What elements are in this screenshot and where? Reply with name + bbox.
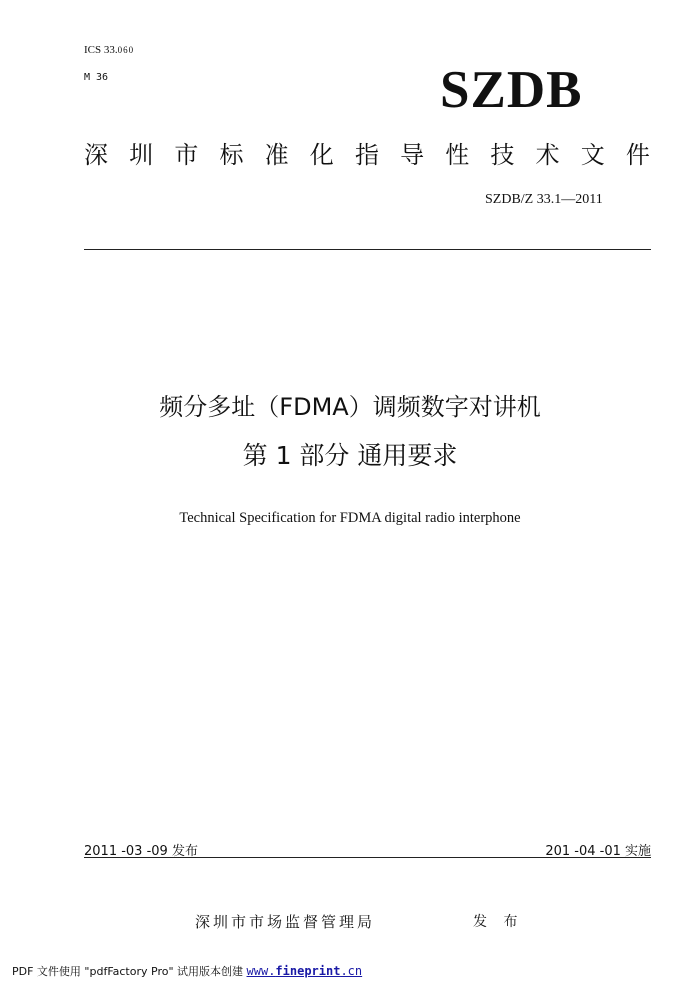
document-type-char: 文 [580,141,605,169]
document-type-char: 技 [490,141,515,169]
pdf-watermark-footer [12,963,362,979]
document-type-char: 圳 [129,141,154,169]
classification-code: M 36 [84,72,109,83]
document-type-char: 深 [84,141,108,169]
header-divider [84,249,651,250]
document-subtitle: 第 1 部分 通用要求 [242,441,458,470]
fineprint-link[interactable] [247,964,363,978]
document-title: 频分多址（FDMA）调频数字对讲机 [159,393,541,421]
ics-code [84,44,134,56]
document-type-char: 导 [400,141,425,169]
document-type-char: 市 [174,141,199,169]
ics-code-prefix: ICS 33. [84,44,118,56]
fineprint-link-part2: fineprint [275,964,341,978]
document-type-char: 化 [309,141,334,169]
ics-code-suffix: 060 [117,45,135,55]
pdf-creator-note: PDF 文件使用 "pdfFactory Pro" 试用版本创建 [12,965,247,978]
implementation-date: 201 -04 -01 实施 [545,844,651,859]
document-type-char: 标 [219,141,244,169]
document-type-char: 指 [354,141,379,169]
document-number: SZDB/Z 33.1—2011 [485,192,603,207]
publish-date: 2011 -03 -09 发布 [84,844,198,859]
document-type-heading [84,140,650,170]
document-type-char: 件 [625,141,650,169]
standard-brand-logo: SZDB [440,61,583,119]
english-title: Technical Specification for FDMA digital radio interphone [179,510,521,526]
issuing-authority: 深圳市市场监督管理局 [195,913,376,931]
document-type-char: 准 [264,141,289,169]
issue-label: 发 布 [473,914,524,930]
footer-divider [84,857,651,858]
fineprint-link-part3: .cn [340,964,363,978]
fineprint-link-part1: www. [246,964,276,978]
document-type-char: 术 [535,141,560,169]
document-type-char: 性 [445,141,470,169]
